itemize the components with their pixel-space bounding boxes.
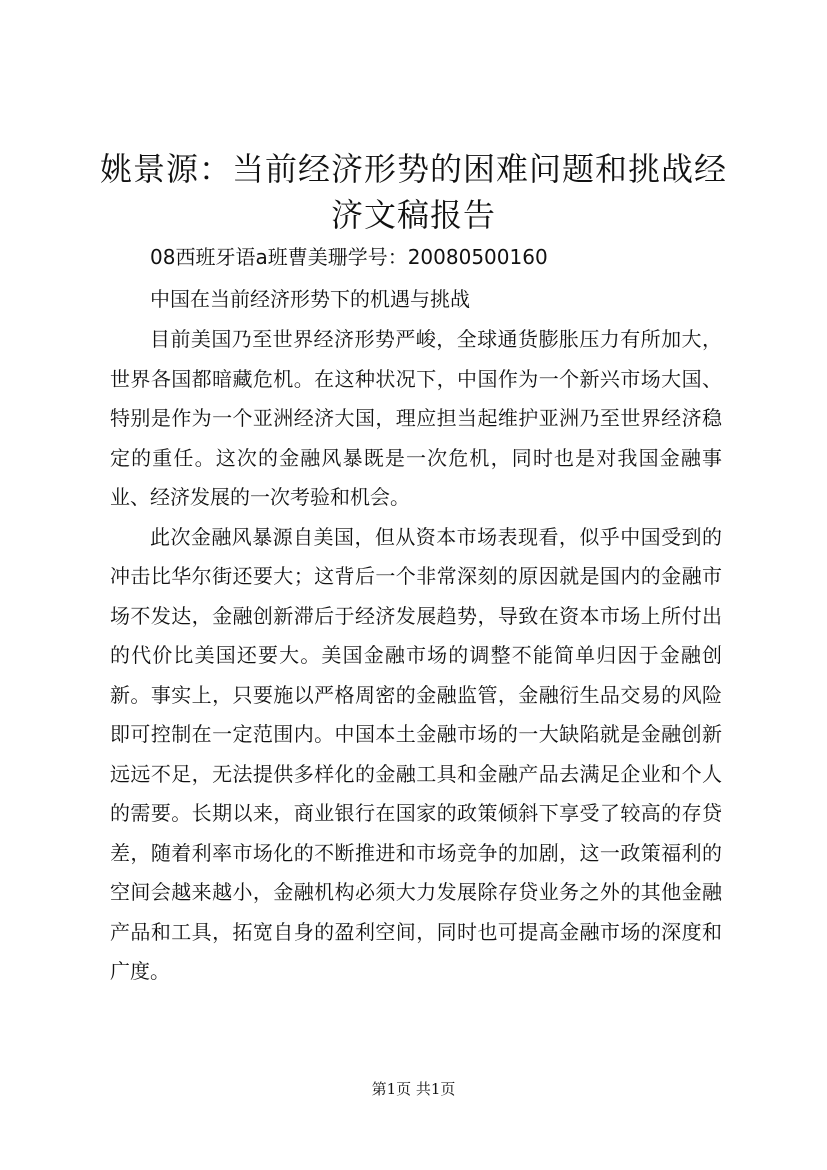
paragraph-1: 目前美国乃至世界经济形势严峻，全球通货膨胀压力有所加大，世界各国都暗藏危机。在这种状况下，中国作为一个新兴市场大国、特别是作为一个亚洲经济大国，理应担当起维护亚洲乃至世界经济稳定的重任。这次的金融风暴既是一次危机，同时也是对我国金融事业、经济发展的一次考验和机会。: [110, 327, 722, 509]
document-body: [110, 236, 722, 992]
author-line: 08西班牙语a班曹美珊学号：20080500160: [150, 245, 548, 269]
section-subtitle: 中国在当前经济形势下的机遇与挑战: [150, 287, 470, 311]
paragraph-2: 此次金融风暴源自美国，但从资本市场表现看，似乎中国受到的冲击比华尔街还要大；这背后一个非常深刻的原因就是国内的金融市场不发达，金融创新滞后于经济发展趋势，导致在资本市场上所付出的代价比美国还要大。美国金融市场的调整不能简单归因于金融创新。事实上，只要施以严格周密的金融监管，金融衍生品交易的风险即可控制在一定范围内。中国本土金融市场的一大缺陷就是金融创新远远不足，无法提供多样化的金融工具和金融产品去满足企业和个人的需要。长期以来，商业银行在国家的政策倾斜下享受了较高的存贷差，随着利率市场化的不断推进和市场竞争的加剧，这一政策福利的空间会越来越小，金融机构必须大力发展除存贷业务之外的其他金融产品和工具，拓宽自身的盈利空间，同时也可提高金融市场的深度和广度。: [110, 524, 722, 983]
page-number-footer: 第1页 共1页: [371, 1080, 456, 1098]
document-title: 姚景源：当前经济形势的困难问题和挑战经济文稿报告: [100, 150, 728, 234]
